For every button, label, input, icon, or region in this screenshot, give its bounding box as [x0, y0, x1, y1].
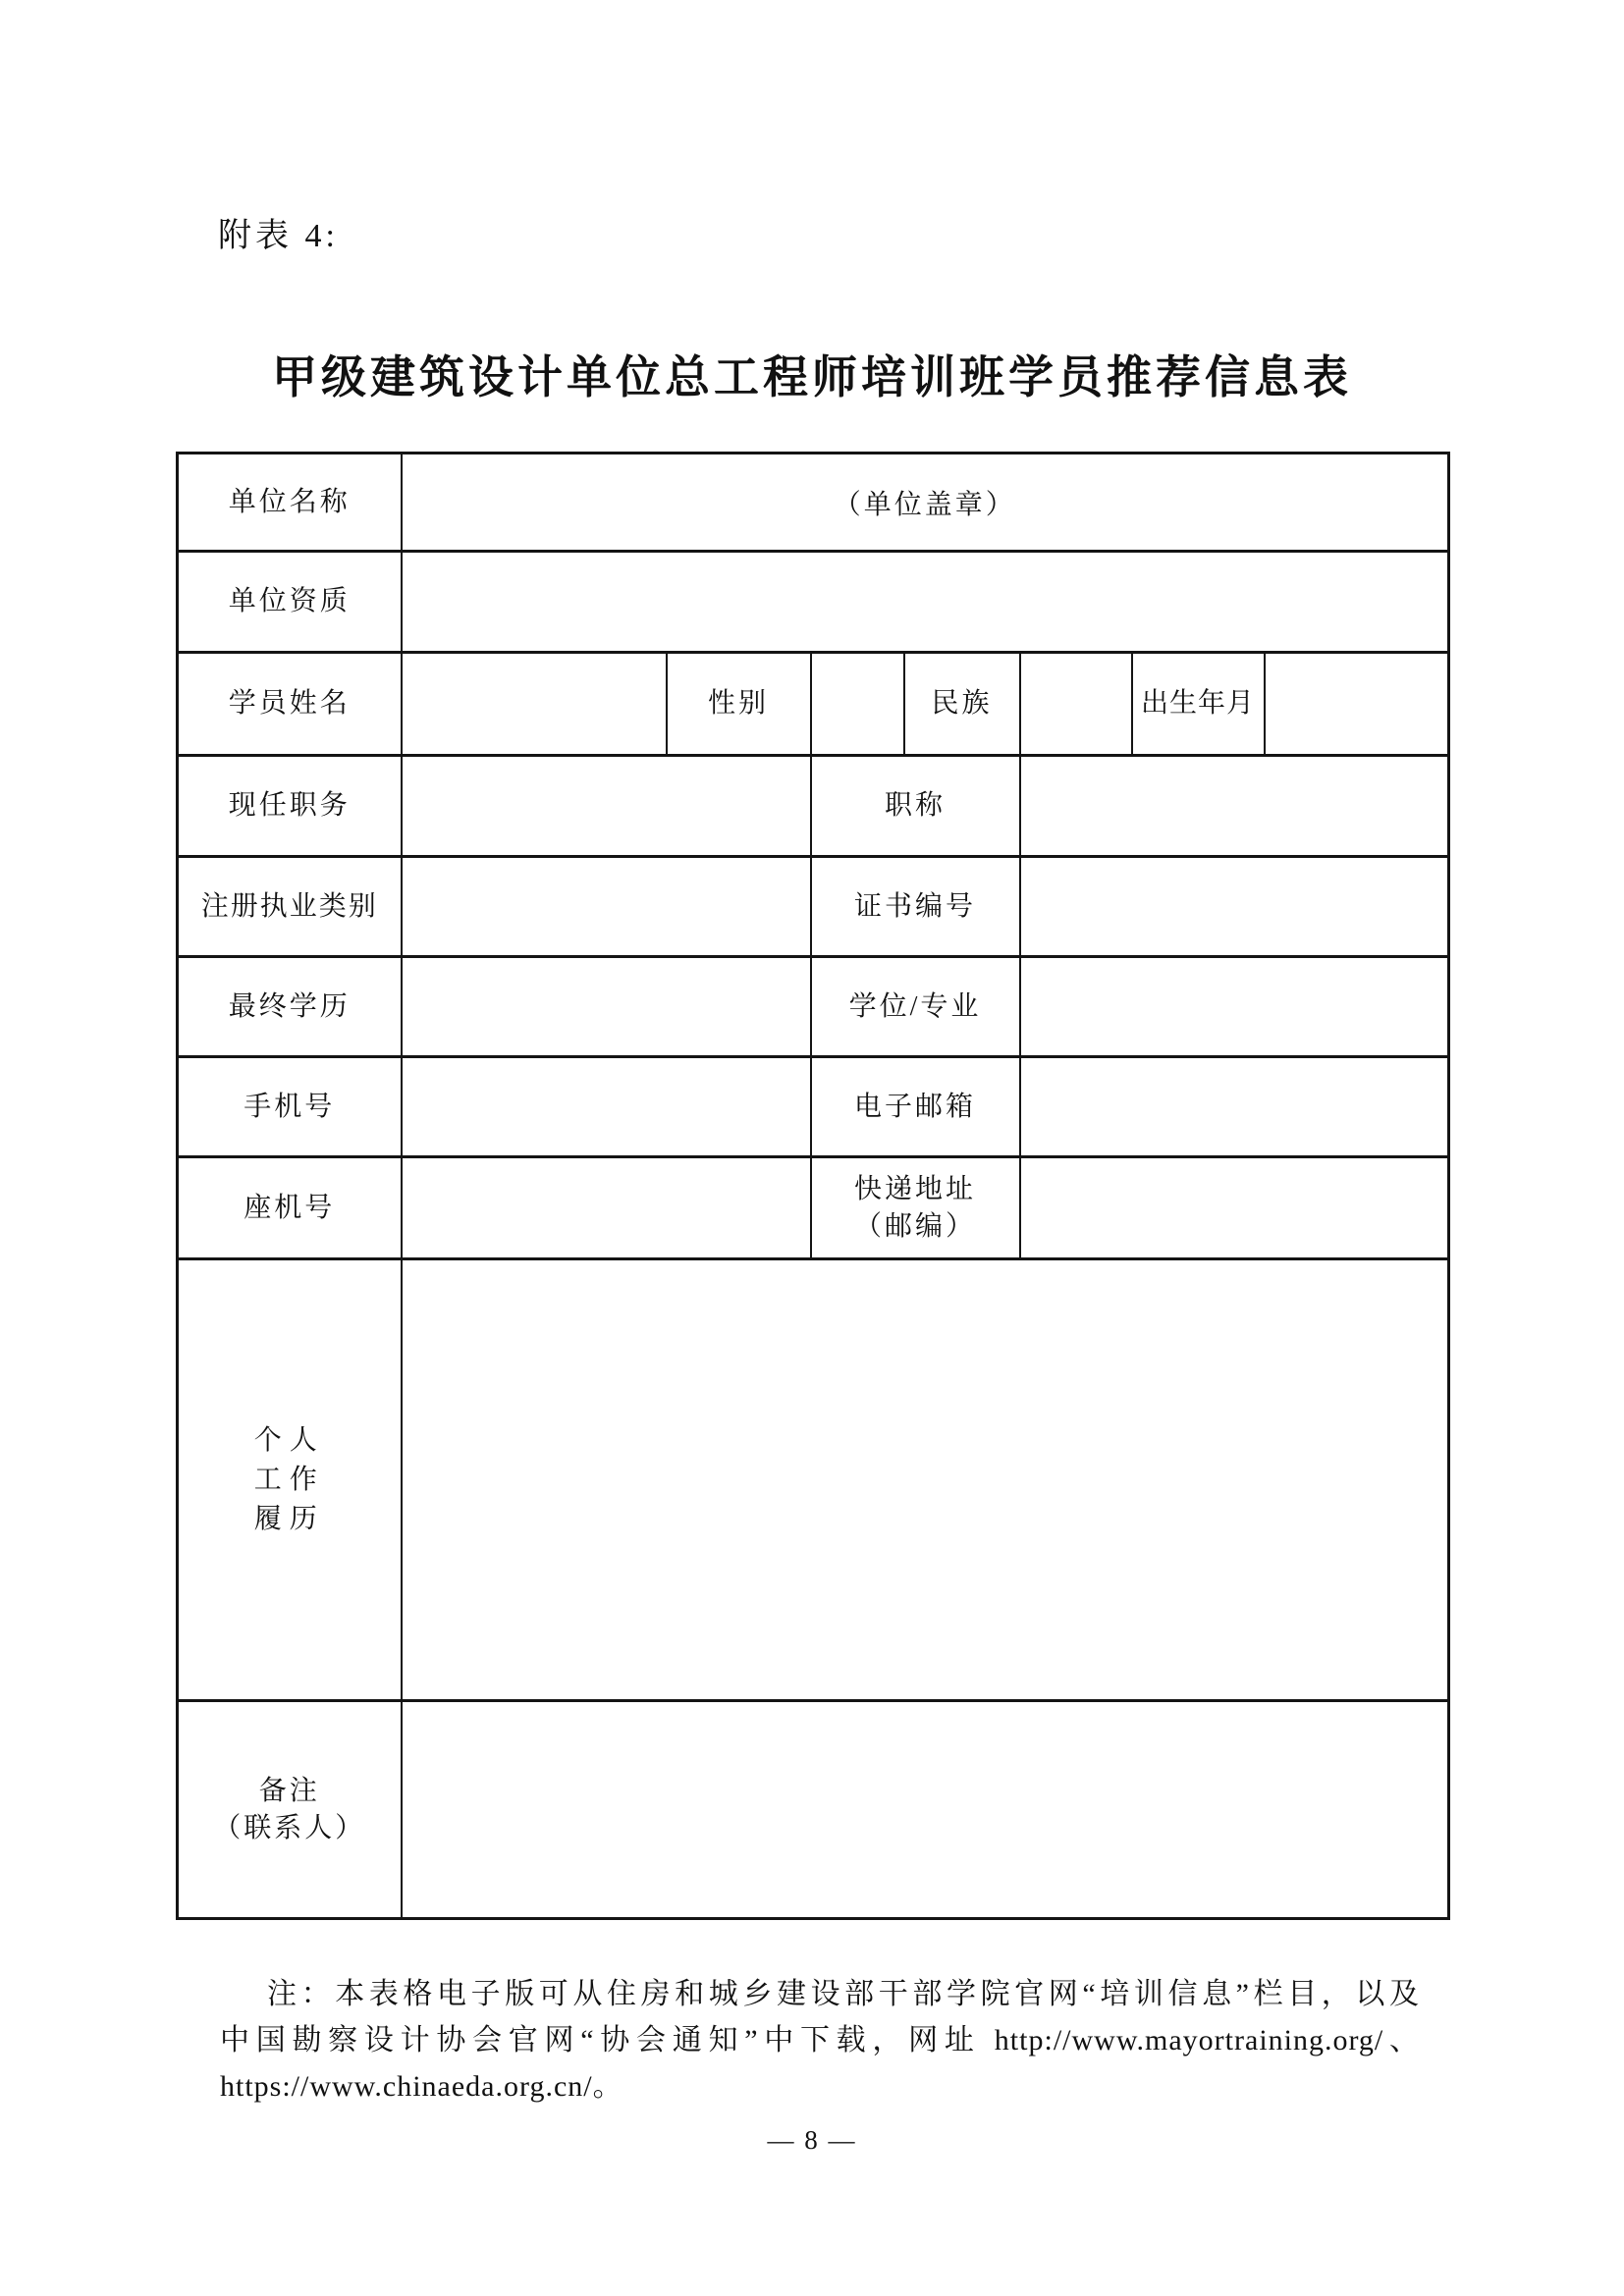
- current-position-label: 现任职务: [178, 756, 402, 857]
- final-education-value: [402, 957, 811, 1057]
- mailing-address-value: [1020, 1157, 1449, 1259]
- certificate-number-value: [1020, 857, 1449, 957]
- certificate-number-label: 证书编号: [811, 857, 1020, 957]
- email-label: 电子邮箱: [811, 1057, 1020, 1157]
- student-name-value: [402, 653, 667, 756]
- remarks-label: [178, 1701, 402, 1919]
- birth-date-label: 出生年月: [1132, 653, 1265, 756]
- annex-label: 附表 4:: [218, 218, 339, 254]
- row-remarks: [178, 1701, 1449, 1919]
- row-mobile-email: [178, 1057, 1449, 1157]
- work-history-label-line2: 工作: [253, 1464, 325, 1495]
- gender-label: 性别: [667, 653, 811, 756]
- professional-title-label: 职称: [811, 756, 1020, 857]
- work-history-label-line3: 履历: [253, 1503, 325, 1534]
- unit-qualification-label: 单位资质: [178, 552, 402, 653]
- registration-type-label: 注册执业类别: [178, 857, 402, 957]
- landline-number-label: 座机号: [178, 1157, 402, 1259]
- mobile-number-value: [402, 1057, 811, 1157]
- recommendation-form-table: [176, 452, 1450, 1920]
- work-history-value: [402, 1259, 1449, 1701]
- row-position-title: [178, 756, 1449, 857]
- degree-major-label: 学位/专业: [811, 957, 1020, 1057]
- mailing-address-label-line2: （邮编）: [853, 1210, 976, 1242]
- registration-type-value: [402, 857, 811, 957]
- remarks-label-line1: 备注: [258, 1775, 320, 1806]
- footnote-line-3: https://www.chinaeda.org.cn/。: [220, 2070, 623, 2103]
- ethnicity-value: [1020, 653, 1132, 756]
- mailing-address-label: [811, 1157, 1020, 1259]
- mobile-number-label: 手机号: [178, 1057, 402, 1157]
- birth-date-value: [1265, 653, 1449, 756]
- work-history-label: [178, 1259, 402, 1701]
- footnote-line-1: 注：本表格电子版可从住房和城乡建设部干部学院官网“培训信息”栏目，以及: [267, 1978, 1420, 2010]
- page-number: — 8 —: [767, 2125, 857, 2155]
- mailing-address-label-line1: 快递地址: [853, 1173, 976, 1204]
- email-value: [1020, 1057, 1449, 1157]
- row-education: [178, 957, 1449, 1057]
- professional-title-value: [1020, 756, 1449, 857]
- remarks-value: [402, 1701, 1449, 1919]
- remarks-label-line2: （联系人）: [213, 1812, 366, 1843]
- work-history-label-line1: 个人: [253, 1424, 325, 1456]
- row-unit-name: [178, 454, 1449, 552]
- gender-value: [811, 653, 904, 756]
- final-education-label: 最终学历: [178, 957, 402, 1057]
- footnote-line-2: 中国勘察设计协会官网“协会通知”中下载，网址 http://www.mayortraining.org/、: [220, 2024, 1420, 2056]
- unit-qualification-value: [402, 552, 1449, 653]
- landline-number-value: [402, 1157, 811, 1259]
- row-landline-address: [178, 1157, 1449, 1259]
- row-student-info: [178, 653, 1449, 756]
- page-title: 甲级建筑设计单位总工程师培训班学员推荐信息表: [272, 352, 1352, 402]
- student-name-label: 学员姓名: [178, 653, 402, 756]
- ethnicity-label: 民族: [904, 653, 1020, 756]
- degree-major-value: [1020, 957, 1449, 1057]
- footnote: [220, 1971, 1420, 2109]
- row-work-history: [178, 1259, 1449, 1701]
- row-registration: [178, 857, 1449, 957]
- row-unit-qualification: [178, 552, 1449, 653]
- current-position-value: [402, 756, 811, 857]
- unit-name-label: 单位名称: [178, 454, 402, 552]
- unit-name-value: （单位盖章）: [402, 454, 1449, 552]
